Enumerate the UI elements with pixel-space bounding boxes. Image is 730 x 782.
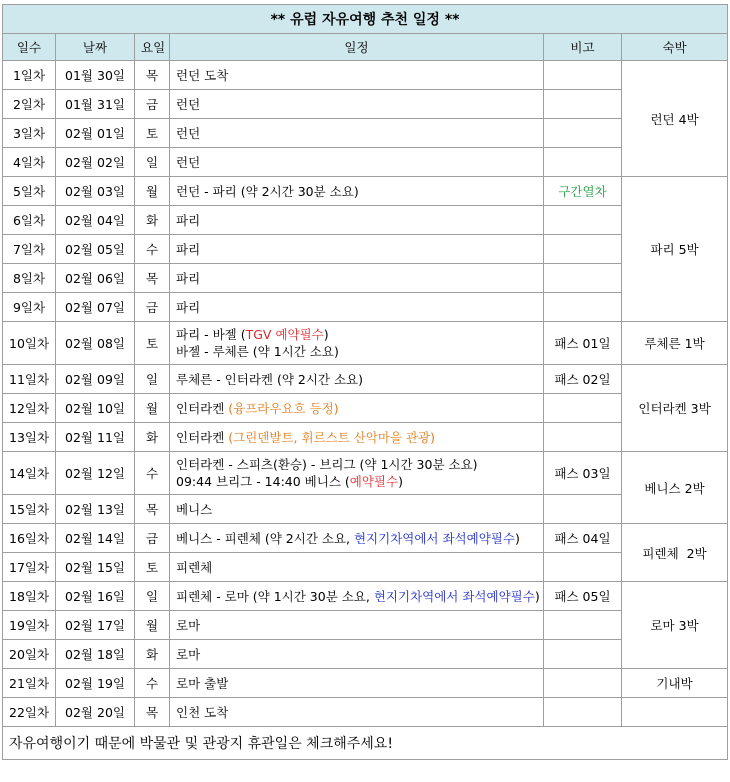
date-cell: 02월 05일 [56,235,135,264]
note-cell [544,698,622,727]
plan-cell [170,452,544,495]
day-cell: 19일차 [3,611,56,640]
plan-highlight-red: 예약필수 [349,474,399,489]
table-row [3,61,728,90]
note-cell: 구간열차 [544,177,622,206]
plan-text: 인터라켄 [176,401,229,416]
plan-highlight-blue: 현지기차역에서 좌석예약필수 [353,531,515,546]
date-cell: 02월 02일 [56,148,135,177]
weekday-cell: 수 [135,452,170,495]
table-row [3,582,728,611]
table-row [3,365,728,394]
plan-text: ) [323,327,329,342]
day-cell: 5일차 [3,177,56,206]
table-row [3,495,728,524]
table-row [3,264,728,293]
date-cell: 02월 13일 [56,495,135,524]
plan-cell: 런던 도착 [170,61,544,90]
day-cell: 11일차 [3,365,56,394]
note-cell [544,669,622,698]
weekday-cell: 월 [135,611,170,640]
table-row [3,90,728,119]
plan-text: 09:44 브리그 - 14:40 베니스 ( [176,474,350,489]
day-cell: 3일차 [3,119,56,148]
header-weekday: 요일 [135,34,170,61]
table-row [3,206,728,235]
plan-cell: 파리 [170,264,544,293]
day-cell: 18일차 [3,582,56,611]
weekday-cell: 화 [135,206,170,235]
plan-line [176,473,537,490]
day-cell: 10일차 [3,322,56,365]
date-cell: 02월 19일 [56,669,135,698]
note-cell [544,206,622,235]
stay-london: 런던 4박 [622,61,728,177]
plan-cell: 런던 [170,119,544,148]
plan-cell: 파리 [170,206,544,235]
table-row [3,640,728,669]
weekday-cell: 수 [135,235,170,264]
note-cell [544,61,622,90]
plan-cell [170,423,544,452]
table-row [3,611,728,640]
note-cell: 패스 02일 [544,365,622,394]
itinerary-table [2,4,728,760]
day-cell: 17일차 [3,553,56,582]
plan-cell [170,524,544,553]
day-cell: 21일차 [3,669,56,698]
table-row [3,148,728,177]
day-cell: 8일차 [3,264,56,293]
plan-text: 피렌체 - 로마 (약 1시간 30분 소요, [176,589,374,604]
plan-cell: 런던 [170,148,544,177]
table-row [3,119,728,148]
stay-interlaken: 인터라켄 3박 [622,365,728,452]
day-cell: 15일차 [3,495,56,524]
header-day: 일수 [3,34,56,61]
stay-lucerne: 루체른 1박 [622,322,728,365]
weekday-cell: 금 [135,293,170,322]
header-row [3,34,728,61]
plan-text: 베니스 - 피렌체 (약 2시간 소요, [176,531,354,546]
day-cell: 6일차 [3,206,56,235]
plan-cell: 파리 [170,235,544,264]
table-row [3,322,728,365]
stay-venice: 베니스 2박 [622,452,728,524]
plan-line [176,326,537,343]
weekday-cell: 일 [135,365,170,394]
date-cell: 01월 31일 [56,90,135,119]
stay-paris: 파리 5박 [622,177,728,322]
date-cell: 02월 04일 [56,206,135,235]
plan-line: 바젤 - 루체른 (약 1시간 소요) [176,344,339,359]
day-cell: 13일차 [3,423,56,452]
note-cell [544,640,622,669]
note-cell [544,611,622,640]
note-cell [544,394,622,423]
note-cell: 패스 04일 [544,524,622,553]
table-row [3,394,728,423]
date-cell: 02월 07일 [56,293,135,322]
weekday-cell: 목 [135,495,170,524]
table-row [3,452,728,495]
plan-cell: 베니스 [170,495,544,524]
weekday-cell: 월 [135,394,170,423]
weekday-cell: 목 [135,698,170,727]
plan-cell [170,322,544,365]
stay-empty [622,698,728,727]
plan-highlight-blue: 현지기차역에서 좌석예약필수 [373,589,535,604]
plan-cell: 로마 출발 [170,669,544,698]
date-cell: 02월 16일 [56,582,135,611]
plan-text: 인터라켄 [176,430,229,445]
stay-rome: 로마 3박 [622,582,728,669]
plan-cell: 파리 [170,293,544,322]
weekday-cell: 목 [135,61,170,90]
date-cell: 02월 18일 [56,640,135,669]
note-cell: 패스 03일 [544,452,622,495]
plan-cell: 런던 - 파리 (약 2시간 30분 소요) [170,177,544,206]
weekday-cell: 일 [135,148,170,177]
day-cell: 4일차 [3,148,56,177]
note-cell [544,423,622,452]
weekday-cell: 금 [135,90,170,119]
table-row [3,293,728,322]
note-cell: 패스 05일 [544,582,622,611]
weekday-cell: 수 [135,669,170,698]
date-cell: 02월 10일 [56,394,135,423]
day-cell: 2일차 [3,90,56,119]
day-cell: 9일차 [3,293,56,322]
table-title: ** 유럽 자유여행 추천 일정 ** [3,5,728,34]
note-cell [544,264,622,293]
day-cell: 14일차 [3,452,56,495]
day-cell: 1일차 [3,61,56,90]
plan-text: ) [514,531,520,546]
table-row [3,235,728,264]
table-row [3,524,728,553]
header-date: 날짜 [56,34,135,61]
day-cell: 20일차 [3,640,56,669]
day-cell: 16일차 [3,524,56,553]
plan-cell: 로마 [170,611,544,640]
date-cell: 02월 20일 [56,698,135,727]
header-plan: 일정 [170,34,544,61]
date-cell: 02월 08일 [56,322,135,365]
note-cell [544,119,622,148]
weekday-cell: 토 [135,322,170,365]
weekday-cell: 화 [135,640,170,669]
table-row [3,423,728,452]
plan-cell: 루체른 - 인터라켄 (약 2시간 소요) [170,365,544,394]
plan-text: ) [398,474,403,489]
header-note: 비고 [544,34,622,61]
stay-florence: 피렌체 2박 [622,524,728,582]
note-cell [544,293,622,322]
plan-line: 인터라켄 - 스피츠(환승) - 브리그 (약 1시간 30분 소요) [176,457,478,472]
date-cell: 02월 17일 [56,611,135,640]
plan-cell: 런던 [170,90,544,119]
date-cell: 02월 12일 [56,452,135,495]
date-cell: 02월 11일 [56,423,135,452]
table-row [3,177,728,206]
note-cell: 패스 01일 [544,322,622,365]
plan-text: ) [534,589,540,604]
plan-highlight-orange: (융프라우요흐 등정) [228,401,339,416]
header-stay: 숙박 [622,34,728,61]
date-cell: 01월 30일 [56,61,135,90]
plan-cell [170,394,544,423]
weekday-cell: 토 [135,553,170,582]
date-cell: 02월 01일 [56,119,135,148]
plan-cell: 인천 도착 [170,698,544,727]
date-cell: 02월 09일 [56,365,135,394]
note-cell [544,495,622,524]
plan-highlight-red: TGV 예약필수 [245,327,324,342]
date-cell: 02월 14일 [56,524,135,553]
date-cell: 02월 03일 [56,177,135,206]
footer-note: 자유여행이기 때문에 박물관 및 관광지 휴관일은 체크해주세요! [3,727,728,760]
weekday-cell: 목 [135,264,170,293]
date-cell: 02월 15일 [56,553,135,582]
plan-highlight-orange: (그린덴발트, 휘르스트 산악마을 관광) [228,430,436,445]
plan-text: 파리 - 바젤 ( [176,327,246,342]
weekday-cell: 일 [135,582,170,611]
note-cell [544,235,622,264]
weekday-cell: 월 [135,177,170,206]
date-cell: 02월 06일 [56,264,135,293]
plan-cell: 피렌체 [170,553,544,582]
note-cell [544,90,622,119]
plan-cell [170,582,544,611]
weekday-cell: 금 [135,524,170,553]
day-cell: 12일차 [3,394,56,423]
table-row [3,669,728,698]
note-cell [544,553,622,582]
note-cell [544,148,622,177]
weekday-cell: 화 [135,423,170,452]
stay-plane: 기내박 [622,669,728,698]
table-row [3,698,728,727]
day-cell: 22일차 [3,698,56,727]
weekday-cell: 토 [135,119,170,148]
table-row [3,553,728,582]
plan-cell: 로마 [170,640,544,669]
day-cell: 7일차 [3,235,56,264]
